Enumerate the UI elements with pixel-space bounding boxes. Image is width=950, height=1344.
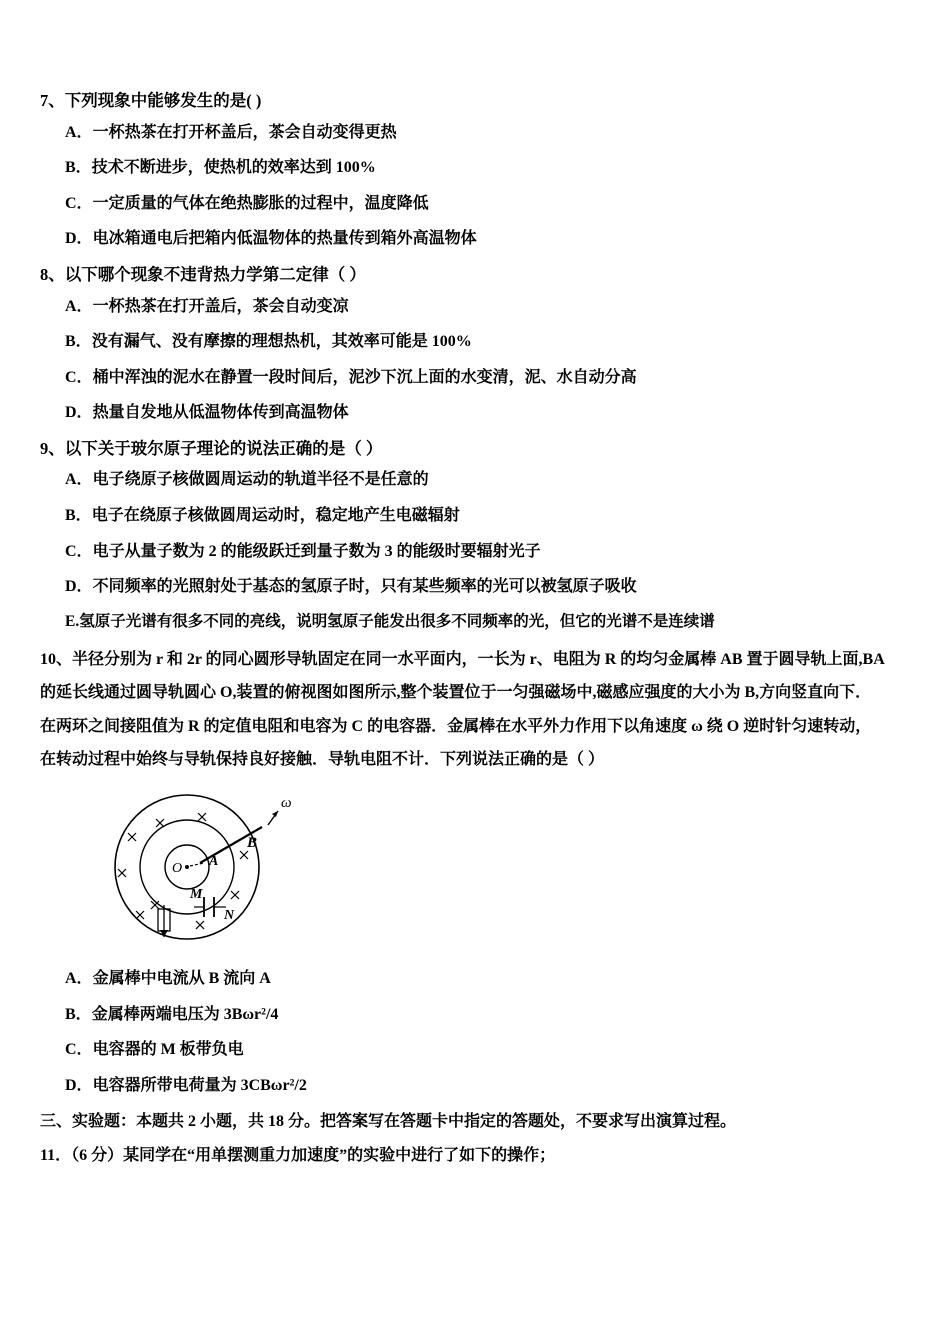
question-8-text: 以下哪个现象不违背热力学第二定律（ ） (64, 264, 366, 284)
question-9 (40, 436, 890, 635)
question-10-number: 10、 (40, 650, 73, 668)
option-label: D． (65, 404, 93, 422)
question-7-option-b (40, 155, 890, 181)
question-7 (40, 88, 890, 252)
option-label: A． (65, 297, 93, 315)
question-9-option-a (40, 467, 890, 493)
option-text: 热量自发地从低温物体传到高温物体 (92, 404, 349, 422)
question-8-option-d (40, 400, 890, 426)
circular-rail-magnetic-field-diagram (92, 785, 890, 960)
question-10-option-b (40, 1002, 890, 1028)
option-text: 没有漏气、没有摩擦的理想热机，其效率可能是 100% (91, 333, 472, 351)
option-label: D． (65, 1076, 93, 1094)
option-text: 电子在绕原子核做圆周运动时，稳定地产生电磁辐射 (91, 507, 460, 525)
question-10-stem-line-3: 在两环之间接阻值为 R 的定值电阻和电容为 C 的电容器．金属棒在水平外力作用下以角速度 ω 绕 O 逆时针匀速转动， (40, 717, 872, 735)
question-10-stem-line-4: 在转动过程中始终与导轨保持良好接触．导轨电阻不计．下列说法正确的是（ ） (40, 751, 605, 769)
question-7-option-d (40, 226, 890, 252)
option-label: C． (65, 542, 93, 560)
question-10-text-1: 半径分别为 r 和 2r 的同心圆形导轨固定在同一水平面内，一长为 r、电阻为 R 的均匀金属棒 AB 置于圆导轨上面,BA (72, 650, 885, 668)
question-8-option-c (40, 365, 890, 391)
question-7-text: 下列现象中能够发生的是( ) (64, 91, 262, 110)
omega-arrow-head (272, 811, 278, 817)
option-label: C． (65, 368, 93, 386)
question-10-option-c (40, 1037, 890, 1063)
question-7-number: 7、 (40, 91, 65, 110)
option-label: A． (65, 123, 93, 141)
question-10 (40, 645, 890, 1099)
question-9-text: 以下关于玻尔原子理论的说法正确的是（ ） (64, 438, 383, 458)
question-10-option-d (40, 1073, 890, 1099)
label-N: N (224, 907, 235, 923)
question-10-stem-line-1 (40, 645, 890, 675)
label-M: M (190, 886, 203, 902)
question-11: 11．（6 分）某同学在“用单摆测重力加速度”的实验中进行了如下的操作； (40, 1146, 556, 1164)
option-text: 电冰箱通电后把箱内低温物体的热量传到箱外高温物体 (92, 230, 477, 248)
option-label: D． (65, 578, 93, 596)
question-8-option-a (40, 294, 890, 320)
label-A: A (209, 853, 219, 869)
question-8-stem (40, 262, 890, 288)
option-label: B． (65, 333, 92, 351)
option-label: B． (65, 159, 92, 177)
option-text: 一定质量的气体在绝热膨胀的过程中，温度降低 (92, 194, 429, 212)
option-text: 不同频率的光照射处于基态的氢原子时，只有某些频率的光可以被氢原子吸收 (92, 578, 637, 596)
question-8 (40, 262, 890, 426)
section-heading: 三、实验题：本题共 2 小题，共 18 分。把答案写在答题卡中指定的答题处，不要求写出演算过程。 (40, 1113, 737, 1131)
option-text: 金属棒中电流从 B 流向 A (92, 969, 271, 987)
question-8-option-b (40, 329, 890, 355)
question-7-option-c (40, 191, 890, 217)
question-10-option-a (40, 966, 890, 992)
option-text: 电容器所带电荷量为 3CBωr²/2 (92, 1076, 307, 1094)
option-text: 电子绕原子核做圆周运动的轨道半径不是任意的 (92, 471, 429, 489)
center-point-O (185, 865, 189, 869)
label-O: O (172, 860, 183, 876)
option-label: D． (65, 230, 93, 248)
question-9-option-b (40, 503, 890, 529)
question-9-option-d (40, 574, 890, 600)
figure-svg (92, 785, 322, 955)
option-label: A． (65, 969, 93, 987)
question-10-stem-line-2: 的延长线通过圆导轨圆心 O,装置的俯视图如图所示,整个装置位于一匀强磁场中,磁感应强度的大小为 B,方向竖直向下． (40, 684, 872, 702)
option-text: 一杯热茶在打开盖后，茶会自动变凉 (92, 297, 349, 315)
question-7-stem (40, 88, 890, 114)
option-text: 电子从量子数为 2 的能级跃迁到量子数为 3 的能级时要辐射光子 (92, 542, 541, 560)
question-7-option-a (40, 120, 890, 146)
option-text: 一杯热茶在打开杯盖后，茶会自动变得更热 (92, 123, 397, 141)
option-text: 桶中浑浊的泥水在静置一段时间后，泥沙下沉上面的水变清，泥、水自动分高 (92, 368, 637, 386)
question-9-option-e: E.氢原子光谱有很多不同的亮线，说明氢原子能发出很多不同频率的光，但它的光谱不是连续谱 (65, 612, 715, 630)
option-label: B． (65, 507, 92, 525)
question-9-number: 9、 (40, 438, 65, 458)
question-8-number: 8、 (40, 264, 65, 284)
option-text: 金属棒两端电压为 3Bωr²/4 (91, 1005, 279, 1023)
label-B: B (247, 834, 258, 851)
label-omega: ω (281, 794, 292, 811)
option-text: 技术不断进步，使热机的效率达到 100% (91, 159, 376, 177)
question-9-option-c (40, 539, 890, 565)
option-label: A． (65, 471, 93, 489)
radius-line-OA (190, 863, 204, 866)
option-label: C． (65, 194, 93, 212)
option-text: 电容器的 M 板带负电 (92, 1041, 244, 1059)
option-label: C． (65, 1041, 93, 1059)
question-9-stem (40, 436, 890, 462)
option-label: B． (65, 1005, 92, 1023)
